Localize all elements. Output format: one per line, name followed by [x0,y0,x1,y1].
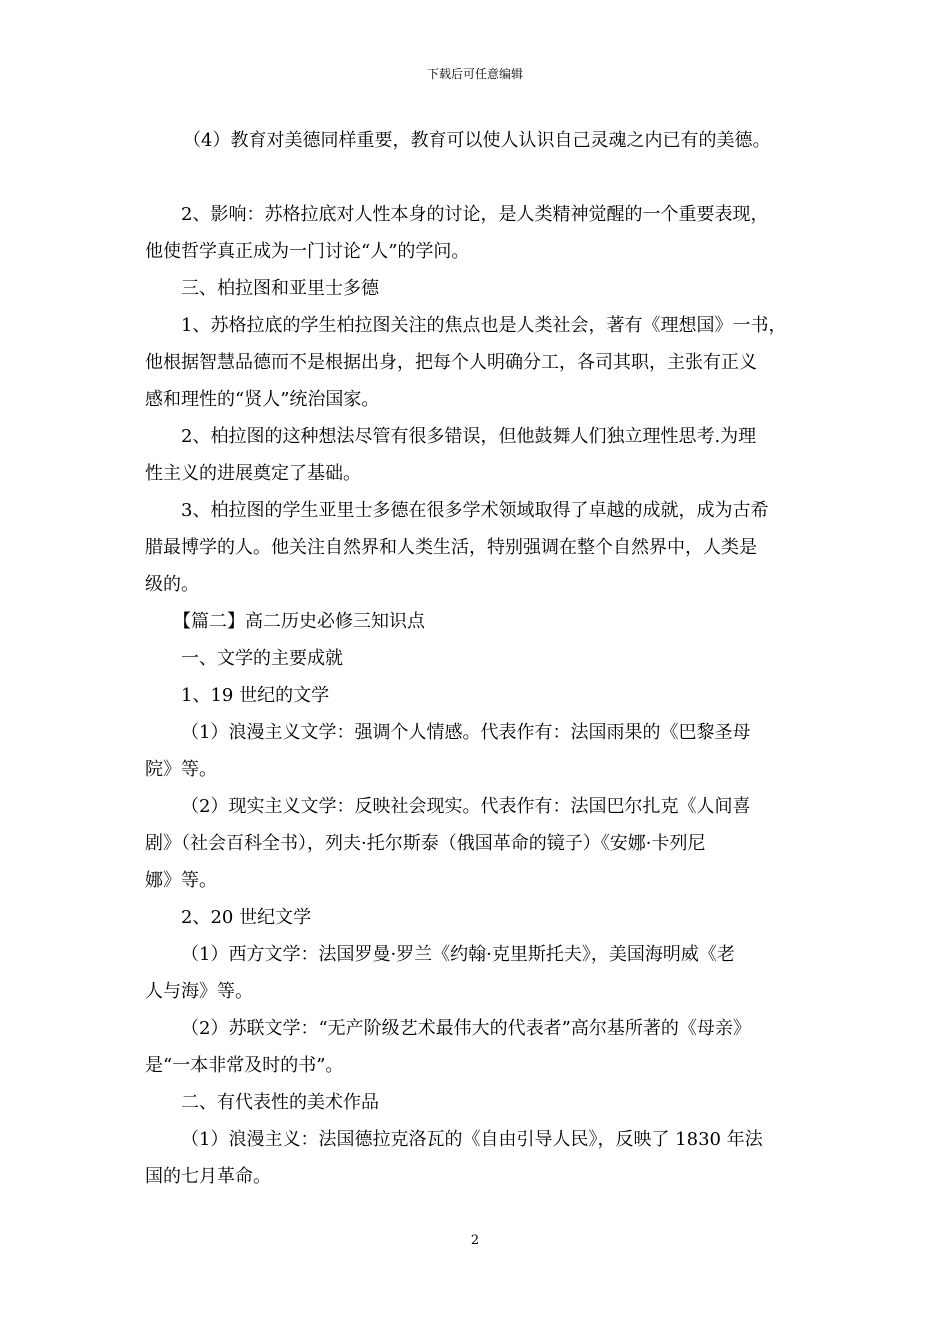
text-line: 他根据智慧品德而不是根据出身，把每个人明确分工，各司其职，主张有正义 [145,352,757,373]
text-line: 级的。 [145,574,199,595]
paragraph [145,936,810,1010]
text-line: 性主义的进展奠定了基础。 [145,463,361,484]
text-line: 他使哲学真正成为一门讨论“人”的学问。 [145,241,470,262]
text-line: （2）现实主义文学：反映社会现实。代表作有：法国巴尔扎克《人间喜 [181,796,751,817]
text-line: 国的七月革命。 [145,1166,271,1187]
text-line: 1、19 世纪的文学 [181,685,330,706]
paragraph [145,788,810,899]
section-heading [145,677,810,714]
text-line: 2、20 世纪文学 [181,907,312,928]
paragraph [145,418,810,492]
text-line: 3、柏拉图的学生亚里士多德在很多学术领域取得了卓越的成就，成为古希 [181,500,769,521]
text-line: （4）教育对美德同样重要，教育可以使人认识自己灵魂之内已有的美德。 [183,130,771,151]
page-number: 2 [470,1233,480,1248]
paragraph [145,307,810,418]
text-line: 2、影响：苏格拉底对人性本身的讨论，是人类精神觉醒的一个重要表现， [181,204,769,225]
text-line: 二、有代表性的美术作品 [181,1092,379,1113]
section-heading [145,1084,810,1121]
text-line: 院》等。 [145,759,217,780]
text-line: 一、文学的主要成就 [181,648,343,669]
text-line: 感和理性的“贤人”统治国家。 [145,389,380,410]
text-line: 剧》（社会百科全书），列夫·托尔斯泰（俄国革命的镜子）《安娜·卡列尼 [145,833,706,854]
section-heading [145,640,810,677]
text-line: 娜》等。 [145,870,217,891]
text-line: （1）浪漫主义：法国德拉克洛瓦的《自由引导人民》，反映了 1830 年法 [181,1129,763,1150]
text-line: （1）西方文学：法国罗曼·罗兰《约翰·克里斯托夫》，美国海明威《老 [181,944,735,965]
paragraph [145,492,810,603]
text-line: 2、柏拉图的这种想法尽管有很多错误，但他鼓舞人们独立理性思考.为理 [181,426,757,447]
page-header: 下载后可任意编辑 [426,67,523,81]
paragraph [145,196,810,270]
paragraph [145,1010,810,1084]
text-line: 1、苏格拉底的学生柏拉图关注的焦点也是人类社会，著有《理想国》一书， [181,315,787,336]
section-heading [145,899,810,936]
text-line: （2）苏联文学：“无产阶级艺术最伟大的代表者”高尔基所著的《母亲》 [181,1018,751,1039]
section-heading [145,270,810,307]
section-heading [145,603,810,640]
paragraph [145,1121,810,1195]
text-line: 三、柏拉图和亚里士多德 [181,278,379,299]
text-line: （1）浪漫主义文学：强调个人情感。代表作有：法国雨果的《巴黎圣母 [181,722,751,743]
text-line: 腊最博学的人。他关注自然界和人类生活，特别强调在整个自然界中，人类是 [145,537,757,558]
paragraph [145,714,810,788]
text-line: 人与海》等。 [145,981,253,1002]
text-line: 是“一本非常及时的书”。 [145,1055,344,1076]
paragraph [183,122,848,159]
text-line: 【篇二】高二历史必修三知识点 [173,611,425,632]
